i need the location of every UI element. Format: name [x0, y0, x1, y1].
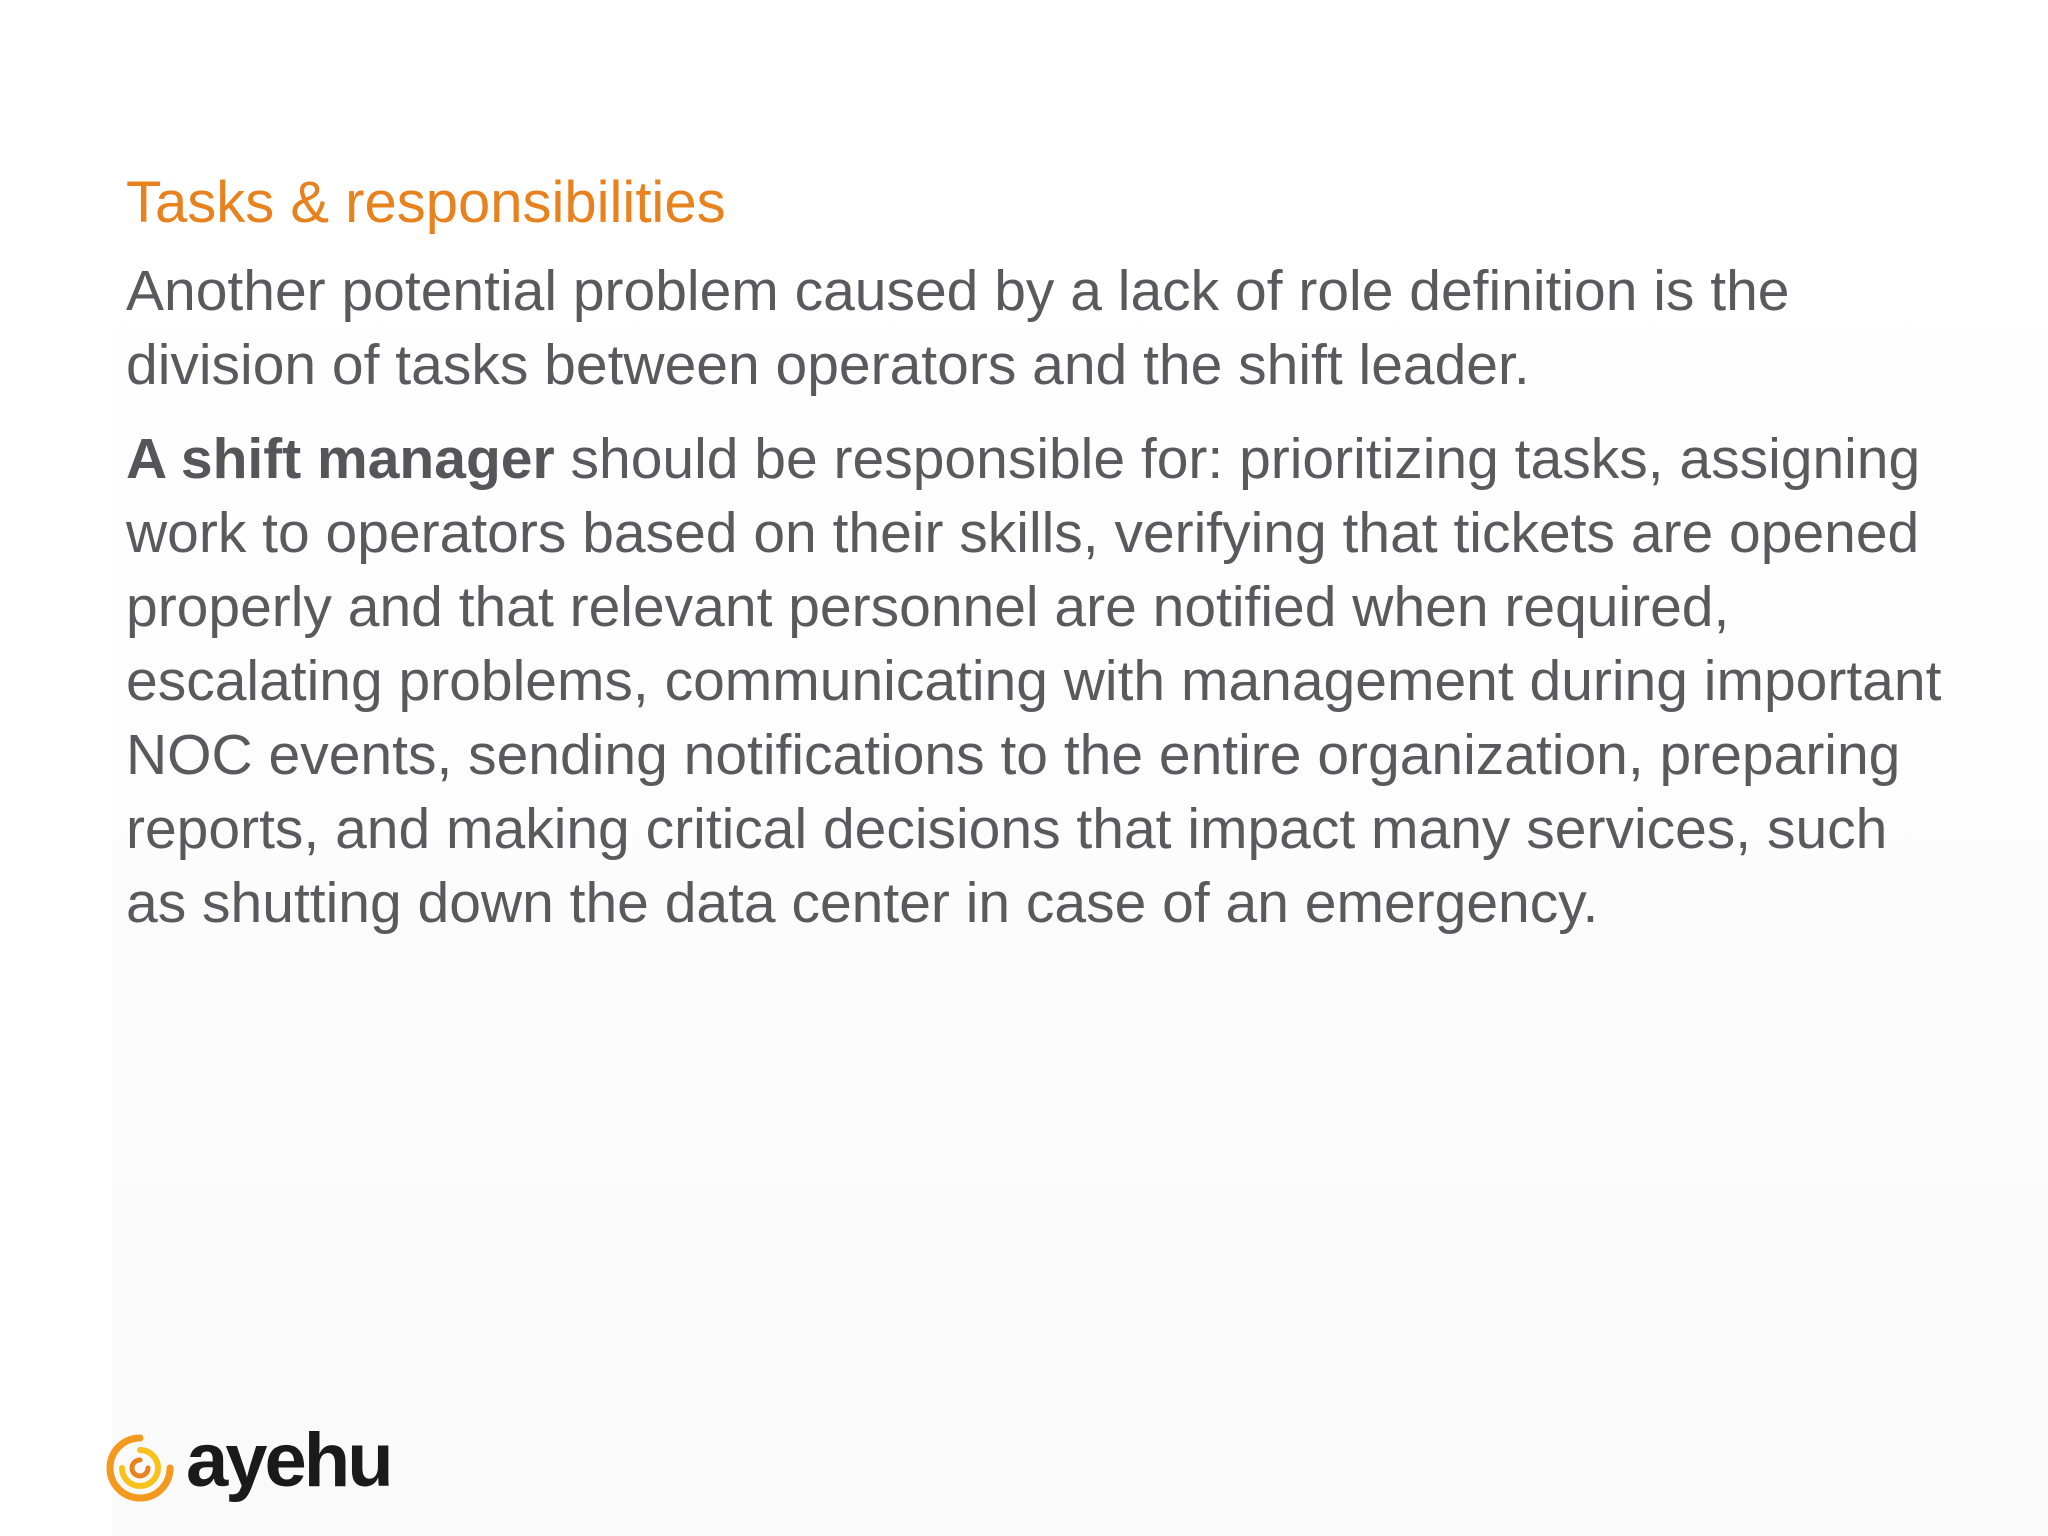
logo-wordmark: ayehu: [186, 1418, 391, 1503]
shift-manager-responsibilities-text: should be responsible for: prioritizing tasks, assigning work to operators based on their skills, verifying that tickets are opened properly and that relevant personnel are notified when required, escalating problems, communicating with management during important NOC events, sending notifications to the entire organization, preparing reports, and making critical decisions that impact many services, such as shutting down the data center in case of an emergency.: [126, 427, 1942, 935]
paragraph-role-definition: Another potential problem caused by a lack of role definition is the division of tasks between operators and the shift leader.: [126, 259, 1790, 397]
shift-manager-bold-text: A shift manager: [126, 427, 555, 491]
swirl-logo-icon: [104, 1432, 176, 1504]
ayehu-logo: [104, 1416, 391, 1506]
slide-heading: Tasks & responsibilities: [126, 170, 726, 235]
paragraph-shift-manager: [126, 422, 1946, 940]
